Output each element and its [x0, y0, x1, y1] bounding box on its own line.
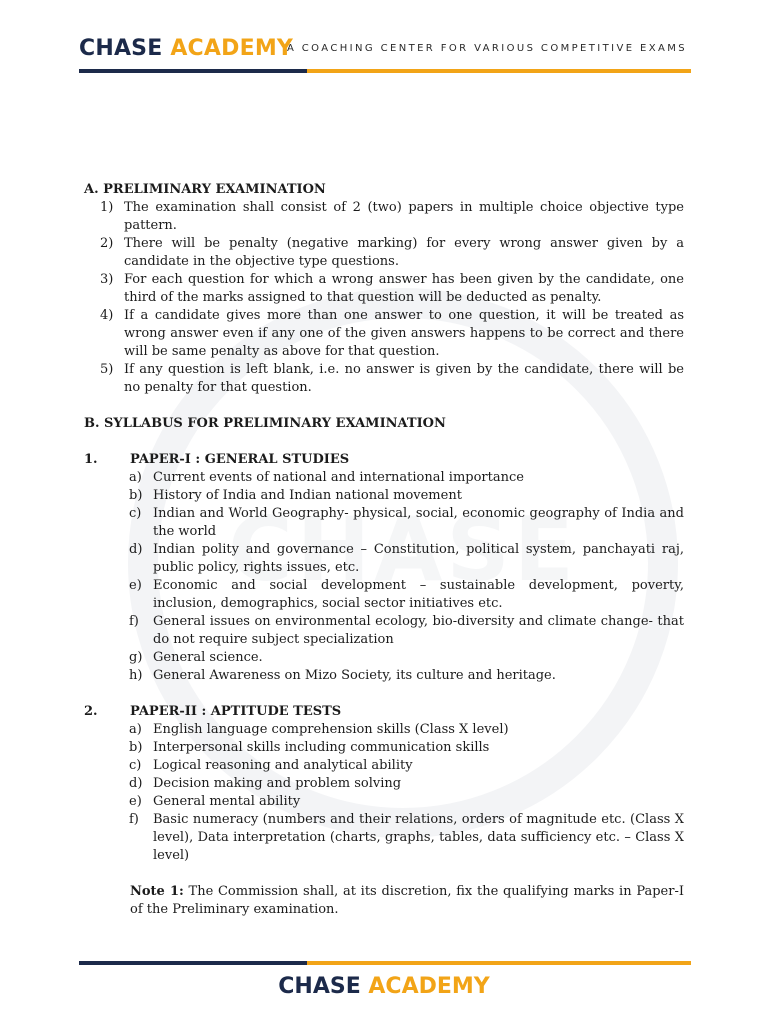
paper-2-list — [84, 721, 684, 865]
note-paragraph — [84, 883, 684, 919]
footer-brand — [0, 974, 768, 999]
paper-title: PAPER-II : APTITUDE TESTS — [130, 704, 342, 719]
item-letter: b) — [129, 488, 143, 503]
item-number: 3) — [100, 272, 114, 287]
footer-brand-second: ACADEMY — [368, 974, 490, 999]
item-text: If any question is left blank, i.e. no answer is given by the candidate, there will be no penalty for that question. — [124, 362, 684, 395]
item-text: General mental ability — [153, 794, 301, 809]
item-text: General issues on environmental ecology, bio-diversity and climate change- that do not require subject specialization — [153, 614, 684, 647]
item-text: Decision making and problem solving — [153, 776, 402, 791]
section-a-heading: A. PRELIMINARY EXAMINATION — [84, 182, 326, 197]
item-text: English language comprehension skills (Class X level) — [153, 722, 509, 737]
list-item — [84, 541, 684, 577]
document-body — [84, 181, 684, 919]
item-text: Economic and social development – sustainable development, poverty, inclusion, demographics, social sector initiatives etc. — [153, 578, 684, 611]
paper-1-list — [84, 469, 684, 685]
note-text: The Commission shall, at its discretion, fix the qualifying marks in Paper-I of the Preliminary examination. — [130, 884, 684, 917]
brand-logo — [79, 36, 293, 61]
paper-number: 2. — [84, 704, 98, 719]
item-letter: d) — [129, 776, 143, 791]
item-number: 5) — [100, 362, 114, 377]
brand-name-second: ACADEMY — [170, 36, 294, 61]
item-letter: f) — [129, 812, 139, 827]
item-text: If a candidate gives more than one answer to one question, it will be treated as wrong answer even if any one of the given answers happens to be correct and there will be same penalty as above for that question. — [124, 308, 684, 359]
section-b-heading: B. SYLLABUS FOR PRELIMINARY EXAMINATION — [84, 416, 446, 431]
item-text: Indian polity and governance – Constitution, political system, panchayati raj, public policy, rights issues, etc. — [153, 542, 684, 575]
paper-1-heading — [84, 451, 684, 469]
list-item — [84, 469, 684, 487]
item-letter: f) — [129, 614, 139, 629]
list-item — [84, 721, 684, 739]
footer-divider-navy — [79, 961, 307, 965]
paper-title: PAPER-I : GENERAL STUDIES — [130, 452, 350, 467]
list-item — [84, 757, 684, 775]
item-text: Logical reasoning and analytical ability — [153, 758, 413, 773]
item-text: Interpersonal skills including communication skills — [153, 740, 490, 755]
item-text: There will be penalty (negative marking) for every wrong answer given by a candidate in the objective type questions. — [124, 236, 684, 269]
item-text: The examination shall consist of 2 (two) papers in multiple choice objective type pattern. — [124, 200, 684, 233]
item-letter: a) — [129, 722, 142, 737]
list-item — [84, 271, 684, 307]
footer-brand-first: CHASE — [278, 974, 361, 999]
paper-2-heading — [84, 703, 684, 721]
item-letter: h) — [129, 668, 143, 683]
list-item — [84, 235, 684, 271]
header-divider — [79, 69, 691, 73]
item-text: Basic numeracy (numbers and their relations, orders of magnitude etc. (Class X level), Data interpretation (charts, graphs, tables, data sufficiency etc. – Class X level) — [153, 812, 684, 863]
list-item — [84, 649, 684, 667]
item-text: Indian and World Geography- physical, social, economic geography of India and the world — [153, 506, 684, 539]
item-text: General Awareness on Mizo Society, its culture and heritage. — [153, 668, 556, 683]
item-number: 1) — [100, 200, 114, 215]
list-item — [84, 793, 684, 811]
list-item — [84, 775, 684, 793]
header-divider-gold — [307, 69, 691, 73]
item-letter: d) — [129, 542, 143, 557]
item-letter: b) — [129, 740, 143, 755]
list-item — [84, 361, 684, 397]
item-letter: g) — [129, 650, 143, 665]
page-header — [79, 34, 691, 74]
item-text: General science. — [153, 650, 263, 665]
item-number: 4) — [100, 308, 114, 323]
item-number: 2) — [100, 236, 114, 251]
footer-divider-gold — [307, 961, 691, 965]
paper-number: 1. — [84, 452, 98, 467]
item-letter: e) — [129, 794, 142, 809]
item-text: For each question for which a wrong answer has been given by the candidate, one third of the marks assigned to that question will be deducted as penalty. — [124, 272, 684, 305]
list-item — [84, 487, 684, 505]
list-item — [84, 739, 684, 757]
list-item — [84, 199, 684, 235]
brand-tagline: A COACHING CENTER FOR VARIOUS COMPETITIVE EXAMS — [286, 43, 687, 54]
header-divider-navy — [79, 69, 307, 73]
list-item — [84, 613, 684, 649]
list-item — [84, 307, 684, 361]
item-letter: c) — [129, 506, 142, 521]
list-item — [84, 667, 684, 685]
item-text: Current events of national and international importance — [153, 470, 524, 485]
brand-name-first: CHASE — [79, 36, 163, 61]
item-letter: e) — [129, 578, 142, 593]
note-label: Note 1: — [130, 884, 184, 899]
list-item — [84, 577, 684, 613]
footer-divider — [79, 961, 691, 965]
item-letter: a) — [129, 470, 142, 485]
item-letter: c) — [129, 758, 142, 773]
item-text: History of India and Indian national movement — [153, 488, 462, 503]
list-item — [84, 505, 684, 541]
list-item — [84, 811, 684, 865]
section-a-list — [84, 199, 684, 397]
